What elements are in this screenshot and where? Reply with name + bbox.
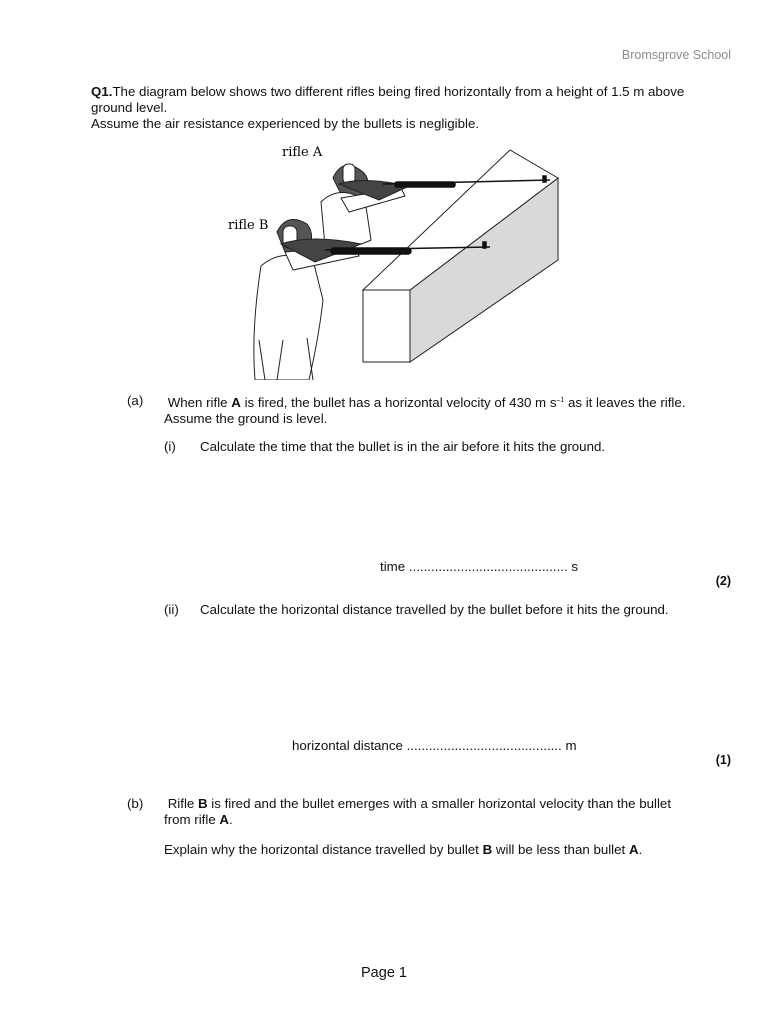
time-answer-field[interactable]: ...........................................: [408, 559, 568, 574]
shooter-a: [321, 164, 409, 247]
distance-answer-field[interactable]: ..........................................: [406, 738, 562, 753]
intro-line-1: Q1.The diagram below shows two different rifles being fired horizontally from a height of 1.5 m above ground level.: [91, 84, 685, 115]
distance-answer-line: horizontal distance .......................................... m: [292, 738, 577, 753]
rifle-a-label: rifle A: [282, 145, 323, 160]
question-intro: [91, 84, 701, 132]
part-a-text: When rifle A is fired, the bullet has a horizontal velocity of 430 m $s^{-1}$ as it leaves the rifle. Assume the ground is level.: [164, 395, 686, 426]
part-b-text: Rifle B is fired and the bullet emerges with a smaller horizontal velocity than the bullet from rifle A.: [164, 796, 672, 827]
part-a-i-label: (i): [164, 439, 176, 454]
part-a-label: (a): [127, 393, 144, 408]
marks-a-i: (2): [715, 574, 731, 588]
page-number: Page 1: [361, 965, 407, 981]
intro-line-2: Assume the air resistance experienced by the bullets is negligible.: [91, 116, 480, 131]
rifles-diagram: [225, 140, 565, 380]
rifle-b-label: rifle B: [228, 218, 269, 233]
question-number: Q1.: [91, 84, 113, 99]
marks-a-ii: (1): [715, 753, 731, 767]
time-answer-line: time ........................................... s: [380, 559, 579, 574]
part-a-i-text: Calculate the time that the bullet is in the air before it hits the ground.: [200, 439, 606, 454]
shooter-b: [254, 220, 361, 381]
part-b-explain: Explain why the horizontal distance travelled by bullet B will be less than bullet A.: [164, 842, 643, 857]
part-a-ii-text: Calculate the horizontal distance travelled by the bullet before it hits the ground.: [200, 602, 669, 617]
part-a-ii-label: (ii): [164, 602, 179, 617]
school-name: Bromsgrove School: [621, 48, 731, 62]
part-b-label: (b): [127, 796, 144, 811]
